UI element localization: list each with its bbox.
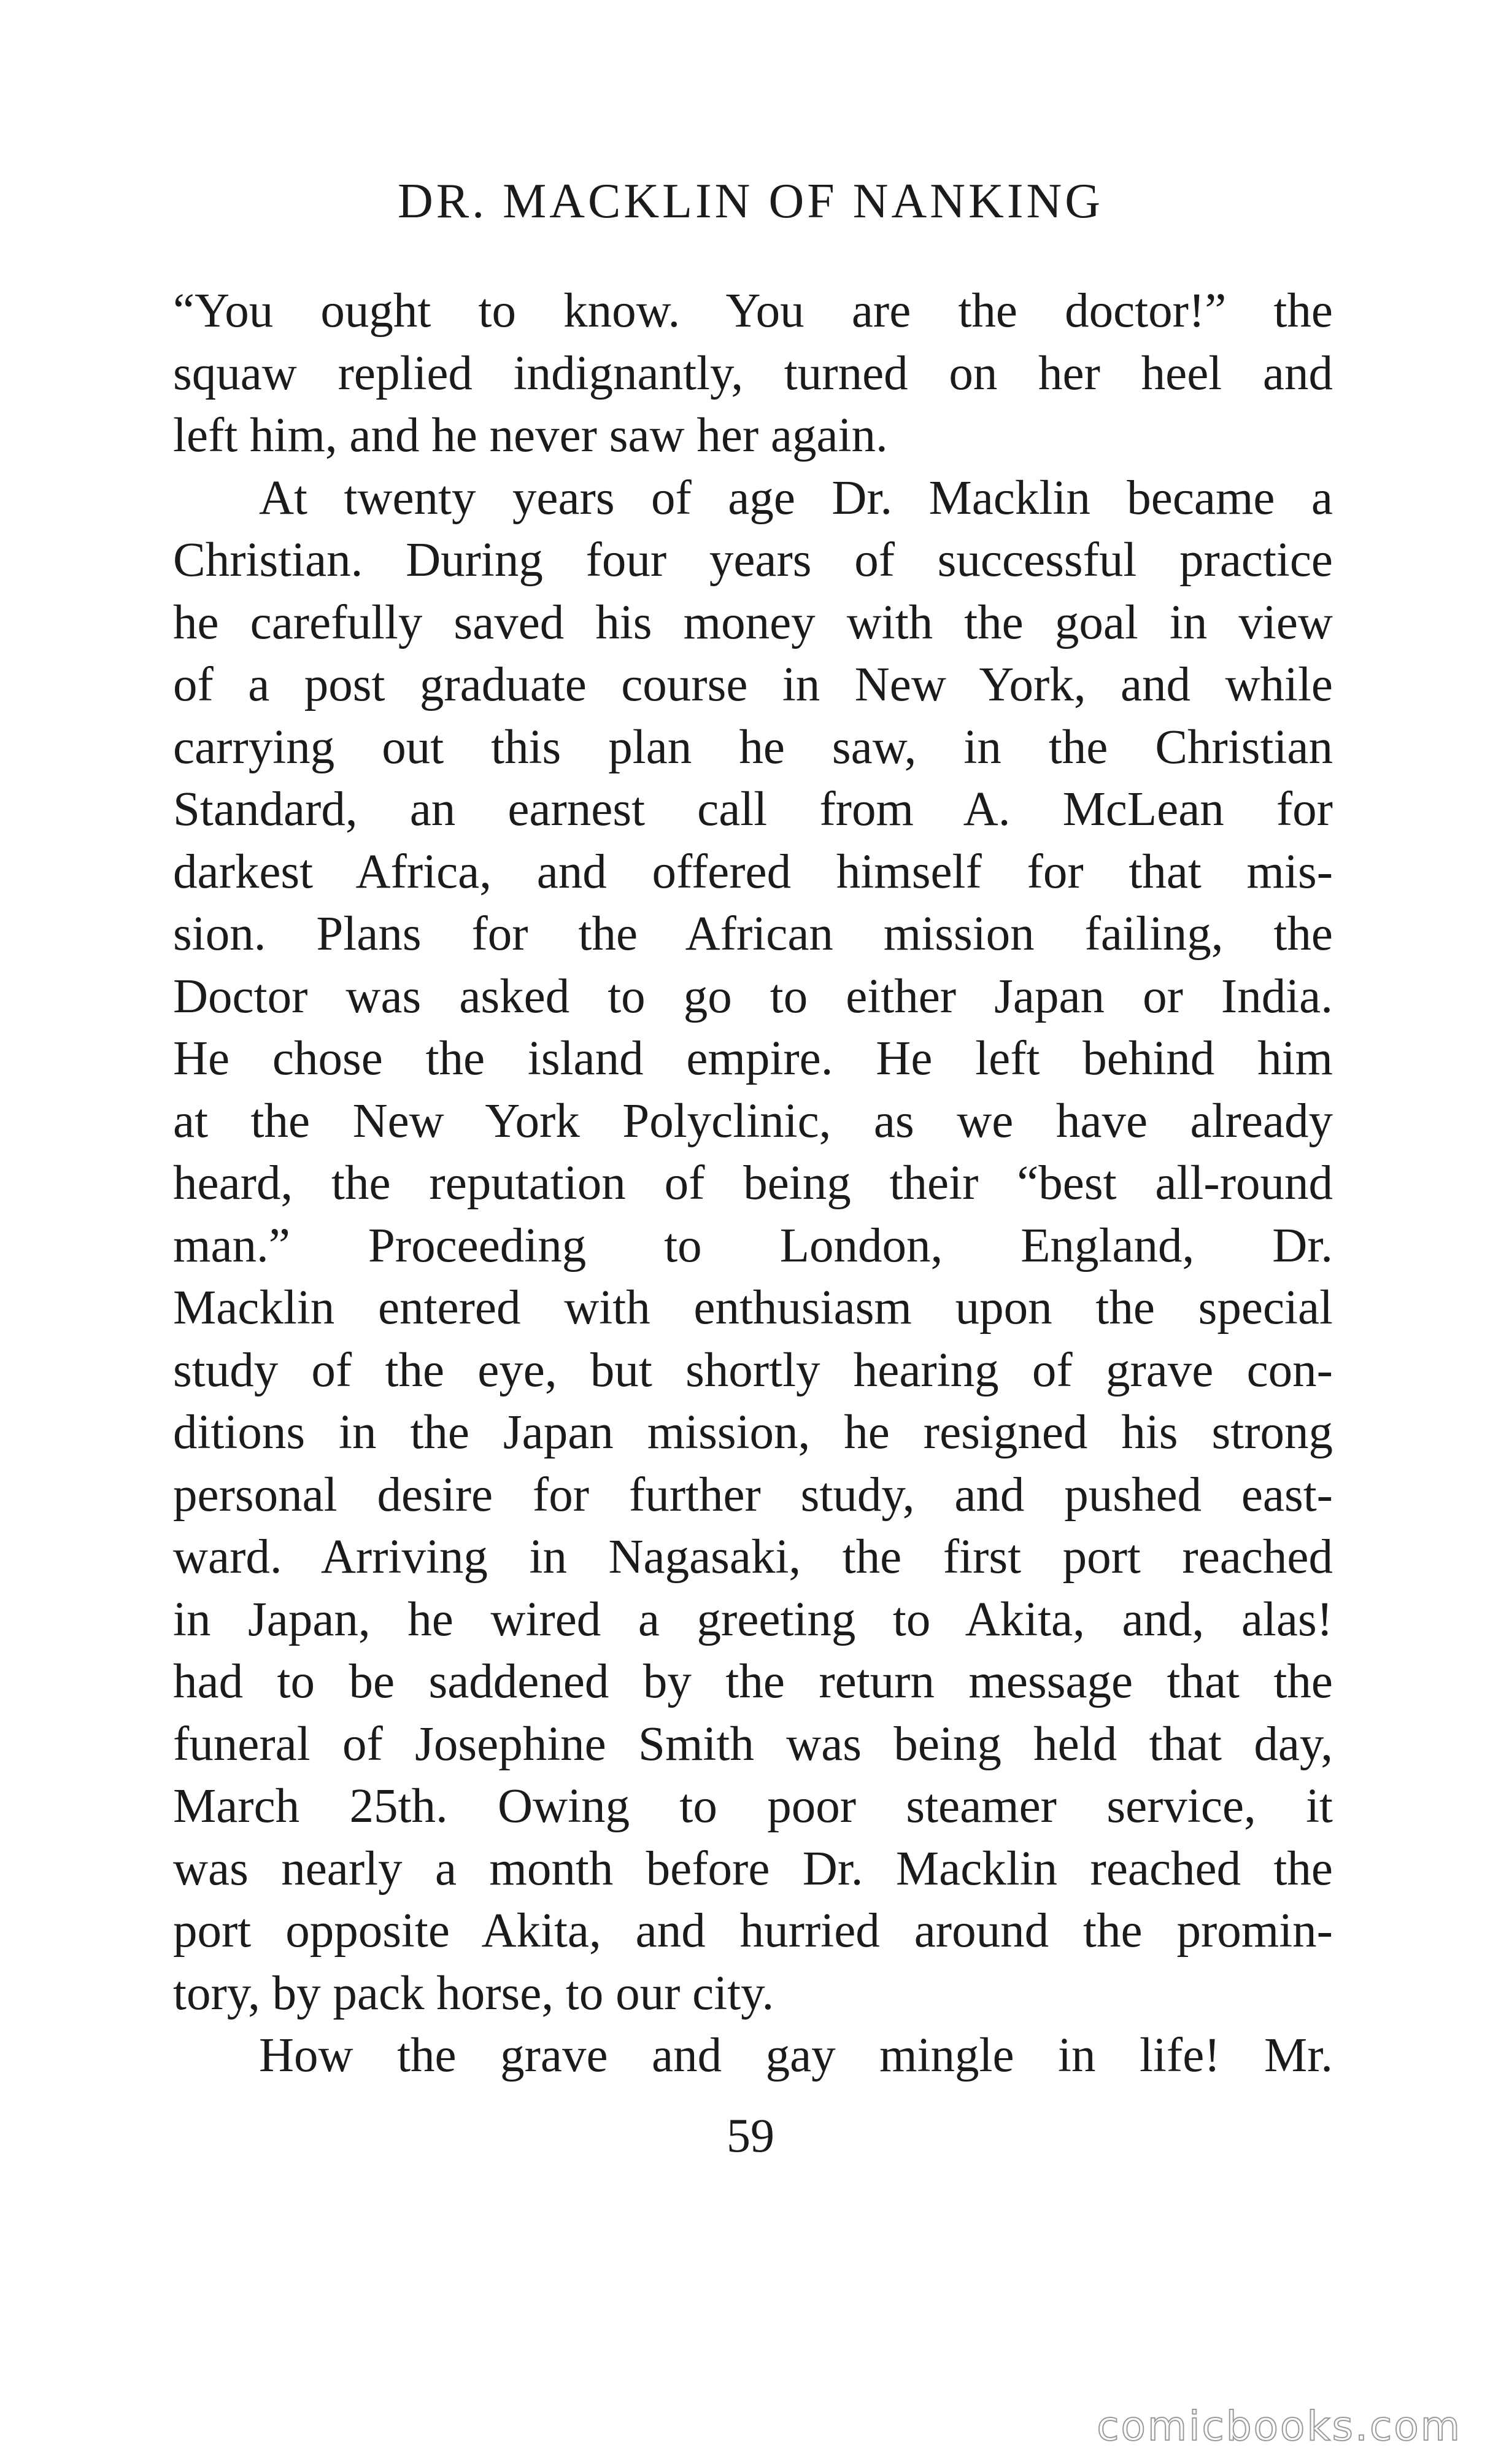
text-line: port opposite Akita, and hurried around the promin- — [173, 1904, 1333, 1958]
text-line: squaw replied indignantly, turned on her heel and — [173, 346, 1333, 400]
watermark: comicbooks.com — [1097, 2403, 1462, 2450]
text-line: sion. Plans for the African mission failing, the — [173, 907, 1333, 961]
text-line: study of the eye, but shortly hearing of grave con- — [173, 1343, 1333, 1397]
text-line: Macklin entered with enthusiasm upon the special — [173, 1281, 1333, 1335]
text-line: How the grave and gay mingle in life! Mr. — [259, 2029, 1333, 2082]
text-line: at the New York Polyclinic, as we have already — [173, 1094, 1333, 1148]
text-line: in Japan, he wired a greeting to Akita, and, alas! — [173, 1592, 1333, 1646]
text-line: Christian. During four years of successful practice — [173, 533, 1333, 587]
page-number: 59 — [727, 2109, 774, 2162]
text-line: ditions in the Japan mission, he resigned his strong — [173, 1406, 1333, 1459]
text-line: man.” Proceeding to London, England, Dr. — [173, 1218, 1333, 1273]
text-line: had to be saddened by the return message that the — [173, 1655, 1333, 1708]
text-line: ward. Arriving in Nagasaki, the first port reached — [173, 1530, 1333, 1584]
text-line: carrying out this plan he saw, in the Christian — [173, 720, 1333, 774]
running-head: DR. MACKLIN OF NANKING — [398, 174, 1103, 228]
text-line: was nearly a month before Dr. Macklin reached the — [173, 1842, 1333, 1896]
text-line: Standard, an earnest call from A. McLean for — [173, 783, 1333, 836]
text-line: funeral of Josephine Smith was being held that day, — [173, 1717, 1333, 1771]
text-line: March 25th. Owing to poor steamer service, it — [173, 1780, 1333, 1833]
text-line: personal desire for further study, and pushed east- — [173, 1468, 1333, 1522]
text-line: tory, by pack horse, to our city. — [173, 1966, 774, 2020]
text-line: heard, the reputation of being their “best all-round — [173, 1156, 1333, 1210]
text-line: he carefully saved his money with the goal in view — [173, 595, 1333, 649]
text-line: of a post graduate course in New York, and while — [173, 658, 1333, 711]
text-line: At twenty years of age Dr. Macklin became a — [259, 471, 1333, 525]
text-line: “You ought to know. You are the doctor!” the — [173, 284, 1333, 338]
text-line: Doctor was asked to go to either Japan or India. — [173, 969, 1333, 1023]
text-line: left him, and he never saw her again. — [173, 409, 888, 462]
body-text — [173, 280, 1333, 2087]
text-line: He chose the island empire. He left behind him — [173, 1032, 1333, 1085]
text-line: darkest Africa, and offered himself for that mis- — [173, 845, 1333, 899]
